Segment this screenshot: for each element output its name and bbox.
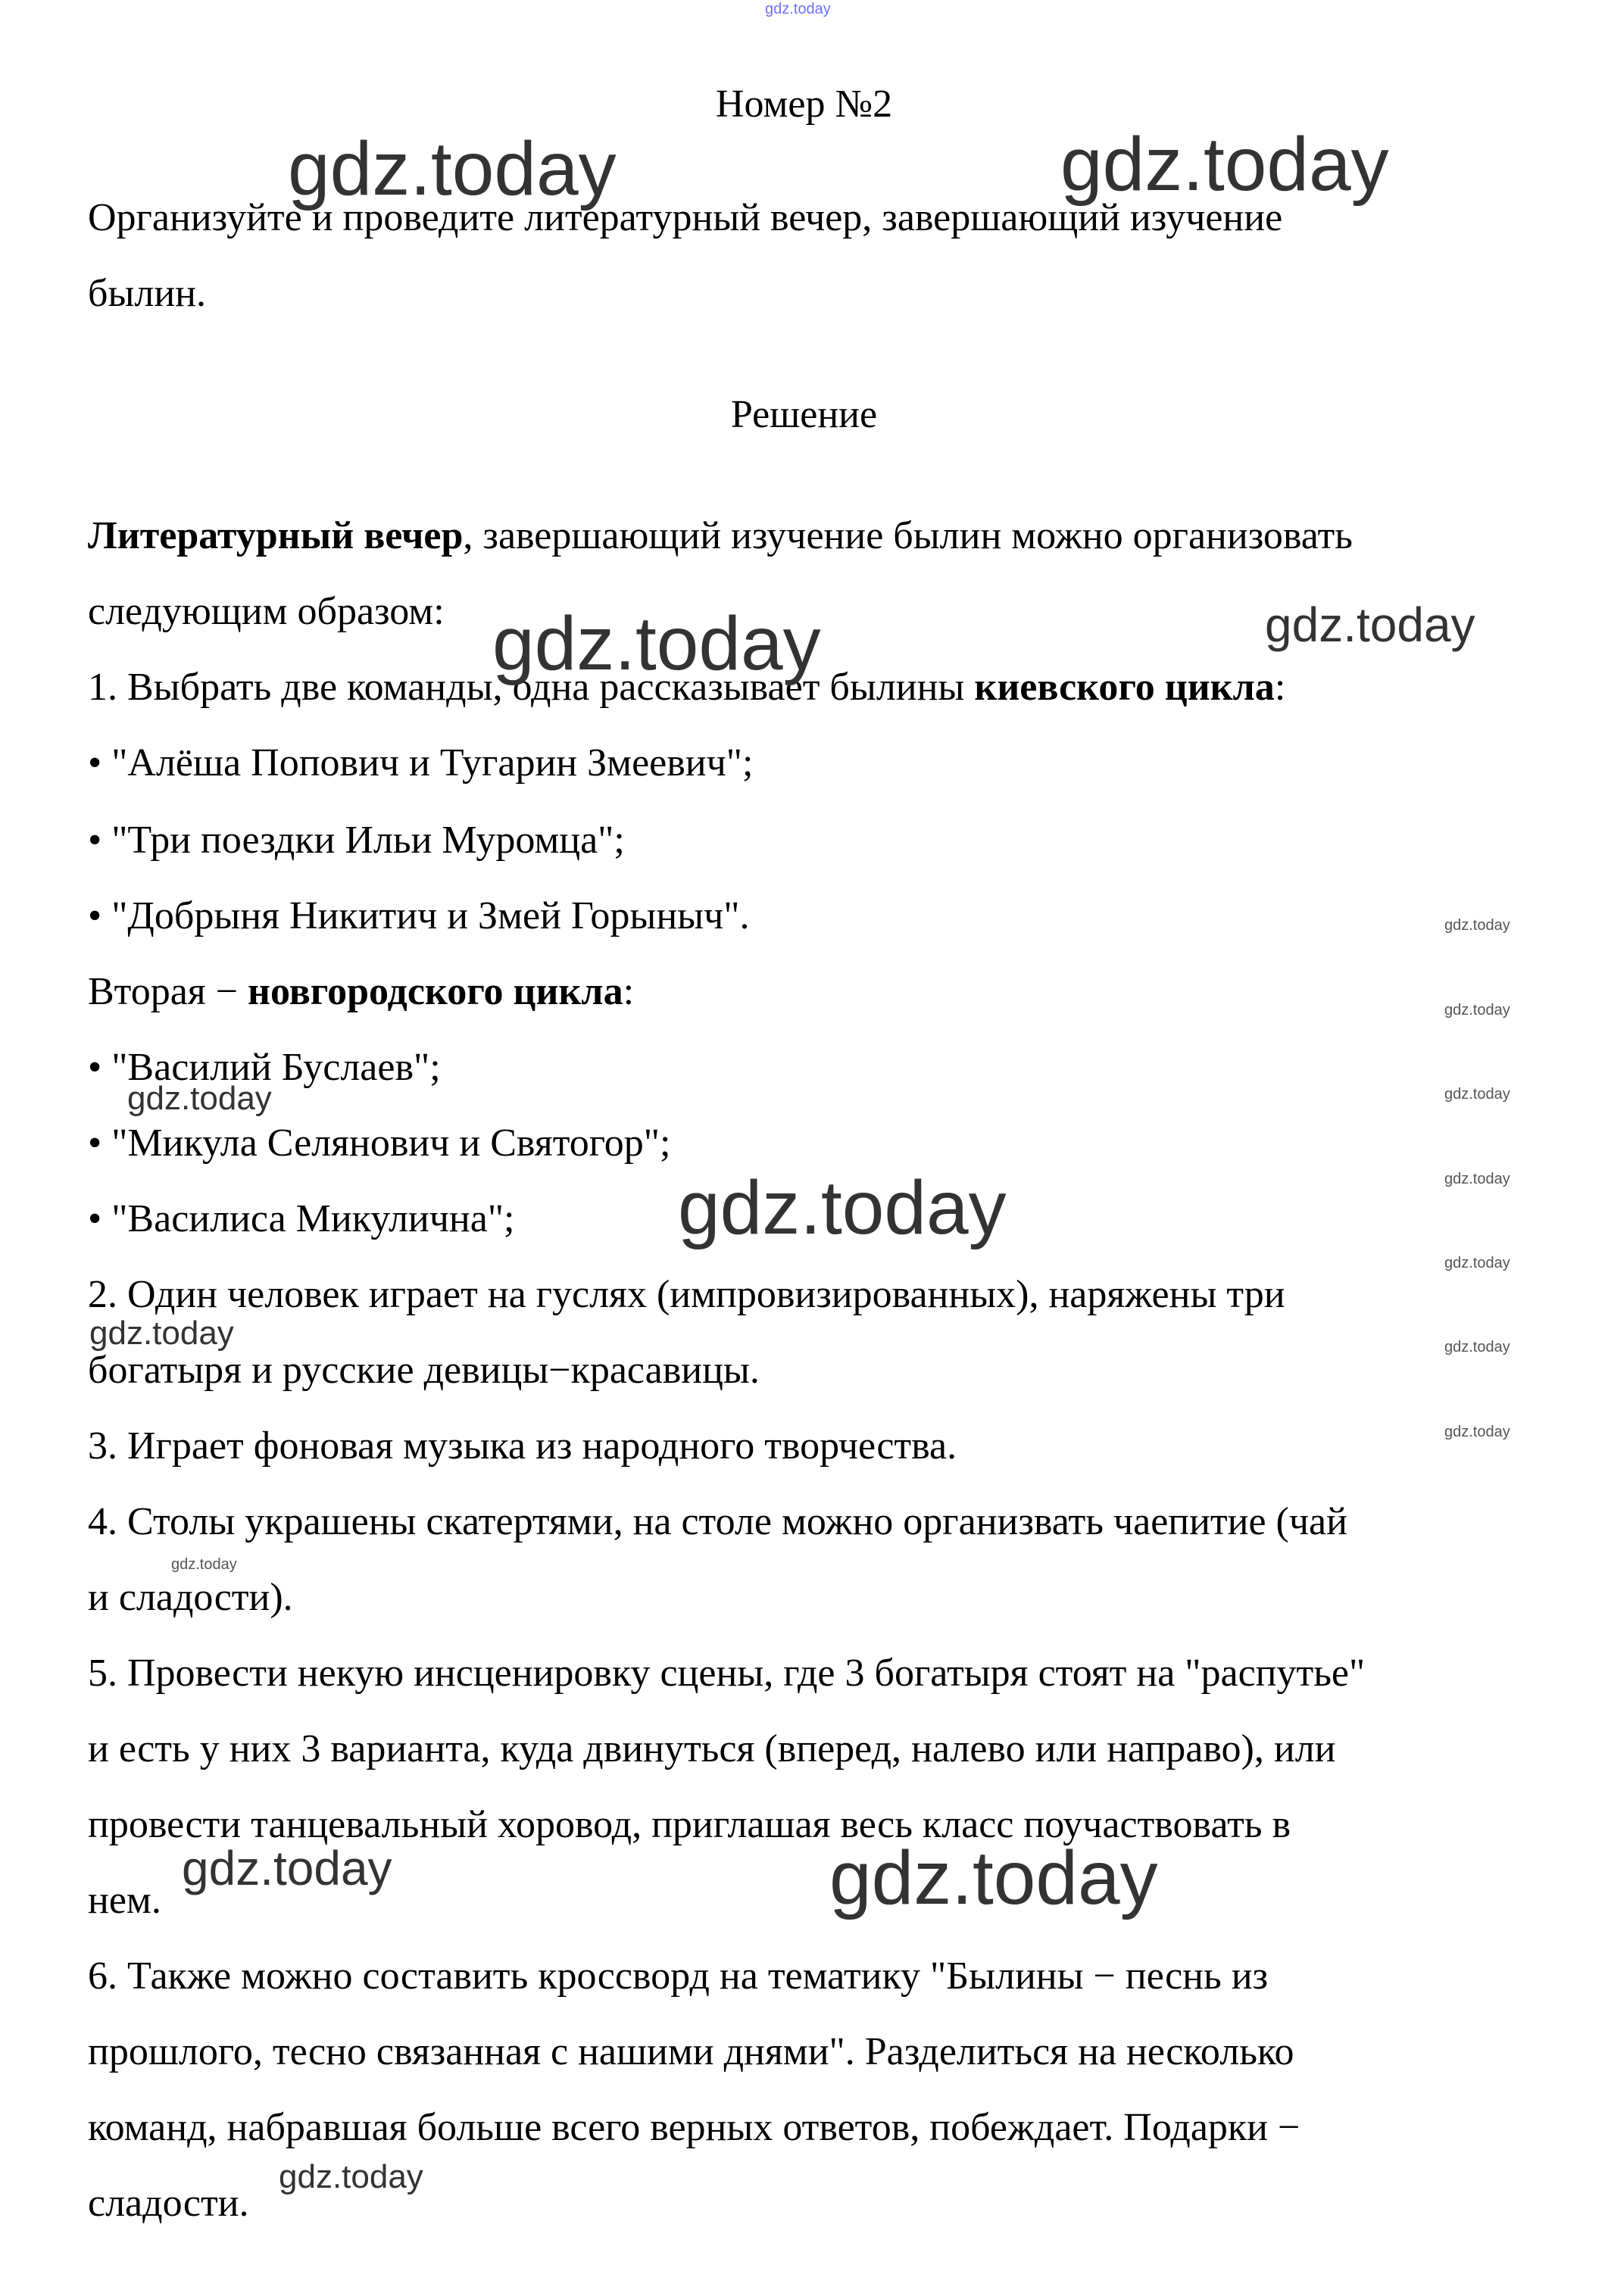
- list-item: сладости.: [88, 2182, 249, 2225]
- watermark: gdz.today: [1060, 122, 1389, 207]
- list-item: нем.: [88, 1879, 161, 1922]
- intro-rest: , завершающий изучение былин можно организовать: [463, 514, 1353, 557]
- bullet-item: • "Три поездки Ильи Муромца";: [88, 819, 625, 862]
- list-item: 4. Столы украшены скатертями, на столе можно организвать чаепитие (чай: [88, 1500, 1347, 1543]
- watermark: gdz.today: [1444, 1002, 1510, 1019]
- list-item: 3. Играет фоновая музыка из народного творчества.: [88, 1424, 957, 1468]
- list-item: и есть у них 3 варианта, куда двинуться (вперед, налево или направо), или: [88, 1727, 1336, 1770]
- watermark: gdz.today: [492, 601, 821, 686]
- watermark: gdz.today: [1444, 1171, 1510, 1187]
- bullet-item: • "Добрыня Никитич и Змей Горыныч".: [88, 894, 750, 937]
- watermark: gdz.today: [182, 1841, 392, 1895]
- item-text: Вторая −: [88, 970, 248, 1013]
- watermark: gdz.today: [1444, 1255, 1510, 1271]
- task-text-line: былин.: [88, 272, 206, 315]
- list-item: провести танцевальный хоровод, приглашая весь класс поучаствовать в: [88, 1803, 1291, 1846]
- watermark: gdz.today: [1444, 1339, 1510, 1355]
- list-item: прошлого, тесно связанная с нашими днями". Разделиться на несколько: [88, 2030, 1294, 2073]
- bullet-item: • "Василиса Микулична";: [88, 1197, 515, 1240]
- list-item: [88, 969, 634, 1015]
- watermark: gdz.today: [1444, 1424, 1510, 1440]
- task-text-line: Организуйте и проведите литературный вечер, завершающий изучение: [88, 196, 1283, 239]
- item-bold-term: новгородского цикла: [248, 970, 623, 1013]
- watermark: gdz.today: [829, 1836, 1158, 1920]
- intro-bold-term: Литературный вечер: [88, 514, 464, 557]
- watermark: gdz.today: [89, 1315, 234, 1352]
- header-watermark: gdz.today: [765, 1, 831, 17]
- item-suffix: :: [623, 970, 635, 1013]
- watermark: gdz.today: [1265, 597, 1475, 652]
- watermark: gdz.today: [288, 126, 617, 211]
- item-text: 1. Выбрать две команды, одна рассказывает былины: [88, 666, 975, 709]
- watermark: gdz.today: [678, 1165, 1007, 1250]
- list-item: 2. Один человек играет на гуслях (импровизированных), наряжены три: [88, 1273, 1285, 1316]
- list-item: и сладости).: [88, 1576, 293, 1619]
- watermark: gdz.today: [1444, 1086, 1510, 1103]
- list-item: команд, набравшая больше всего верных ответов, побеждает. Подарки −: [88, 2106, 1300, 2149]
- item-suffix: :: [1274, 666, 1286, 709]
- bullet-item: • "Василий Буслаев";: [88, 1046, 441, 1089]
- watermark: gdz.today: [1444, 917, 1510, 934]
- solution-heading: Решение: [730, 393, 878, 436]
- watermark: gdz.today: [279, 2158, 423, 2195]
- intro-line: [88, 513, 1353, 559]
- watermark: gdz.today: [171, 1556, 237, 1573]
- page-title: Номер №2: [715, 83, 893, 126]
- list-item: 6. Также можно составить кроссворд на тематику "Былины − песнь из: [88, 1954, 1269, 1998]
- bullet-item: • "Алёша Попович и Тугарин Змеевич";: [88, 741, 754, 785]
- list-item: 5. Провести некую инсценировку сцены, где 3 богатыря стоят на "распутье": [88, 1652, 1366, 1695]
- intro-line: следующим образом:: [88, 590, 445, 633]
- bullet-item: • "Микула Селянович и Святогор";: [88, 1121, 671, 1165]
- item-bold-term: киевского цикла: [974, 666, 1275, 709]
- watermark: gdz.today: [127, 1080, 272, 1117]
- list-item: богатыря и русские девицы−красавицы.: [88, 1349, 760, 1392]
